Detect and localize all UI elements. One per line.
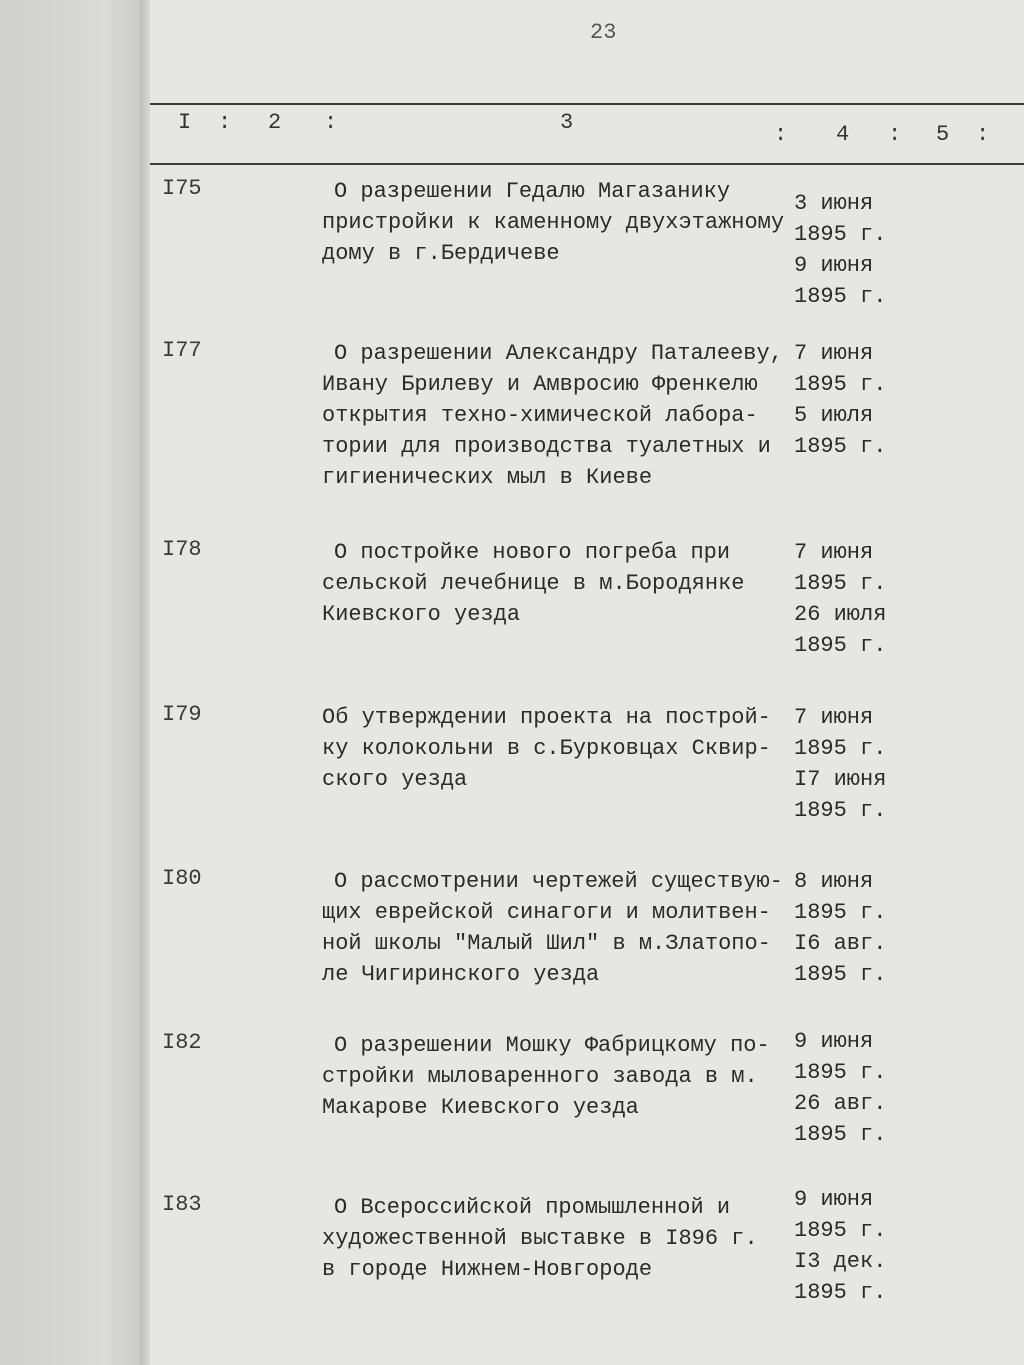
entry-dates: 7 июня 1895 г. I7 июня 1895 г. [794, 705, 887, 823]
entry-number: I75 [162, 176, 202, 201]
header-col-1: I [178, 110, 192, 135]
entry-dates: 7 июня 1895 г. 26 июля 1895 г. [794, 540, 887, 658]
header-sep-4: : [888, 122, 902, 147]
entry-dates: 8 июня 1895 г. I6 авг. 1895 г. [794, 869, 887, 987]
entry-number: I78 [162, 537, 202, 562]
entry-number: I77 [162, 338, 202, 363]
table-rule-top [150, 103, 1024, 105]
table-rule-bottom [150, 163, 1024, 165]
entry-title: О разрешении Гедалю Магазанику пристройки к каменному двухэтажному дому в г.Бердичеве [322, 179, 785, 266]
header-sep-1: : [218, 110, 232, 135]
entry-title: Об утверждении проекта на построй- ку колокольни в с.Бурковцах Сквир- ского уезда [322, 705, 771, 792]
header-col-4: 4 [836, 122, 850, 147]
entry-dates: 9 июня 1895 г. 26 авг. 1895 г. [794, 1029, 887, 1147]
header-sep-3: : [774, 122, 788, 147]
entry-title: О разрешении Мошку Фабрицкому по- стройки мыловаренного завода в м. Макарове Киевского уезда [322, 1033, 770, 1120]
left-page-edge [0, 0, 150, 1365]
table-header [150, 110, 1024, 156]
entry-title: О постройке нового погреба при сельской лечебнице в м.Бородянке Киевского уезда [322, 540, 745, 627]
entry-title: О разрешении Александру Паталееву, Ивану Брилеву и Амвросию Френкелю открытия техно-химической лабора- тории для производства туалетных и гигиенических мыл в Киеве [322, 341, 783, 490]
header-col-2: 2 [268, 110, 282, 135]
header-col-5: 5 [936, 122, 950, 147]
entry-number: I83 [162, 1192, 202, 1217]
header-col-3: 3 [560, 110, 574, 135]
document-page [150, 0, 1024, 1365]
entry-number: I79 [162, 702, 202, 727]
entry-number: I82 [162, 1030, 202, 1055]
page-number: 23 [590, 20, 617, 45]
entry-dates: 9 июня 1895 г. I3 дек. 1895 г. [794, 1187, 887, 1305]
entry-title: О Всероссийской промышленной и художественной выставке в I896 г. в городе Нижнем-Новгороде [322, 1195, 758, 1282]
header-sep-5: : [976, 122, 990, 147]
entry-dates: 7 июня 1895 г. 5 июля 1895 г. [794, 341, 887, 459]
entry-title: О рассмотрении чертежей существую- щих еврейской синагоги и молитвен- ной школы "Малый Шил" в м.Златопо- ле Чигиринского уезда [322, 869, 783, 987]
entry-dates: 3 июня 1895 г. 9 июня 1895 г. [794, 191, 887, 309]
entry-number: I80 [162, 866, 202, 891]
header-sep-2: : [324, 110, 338, 135]
